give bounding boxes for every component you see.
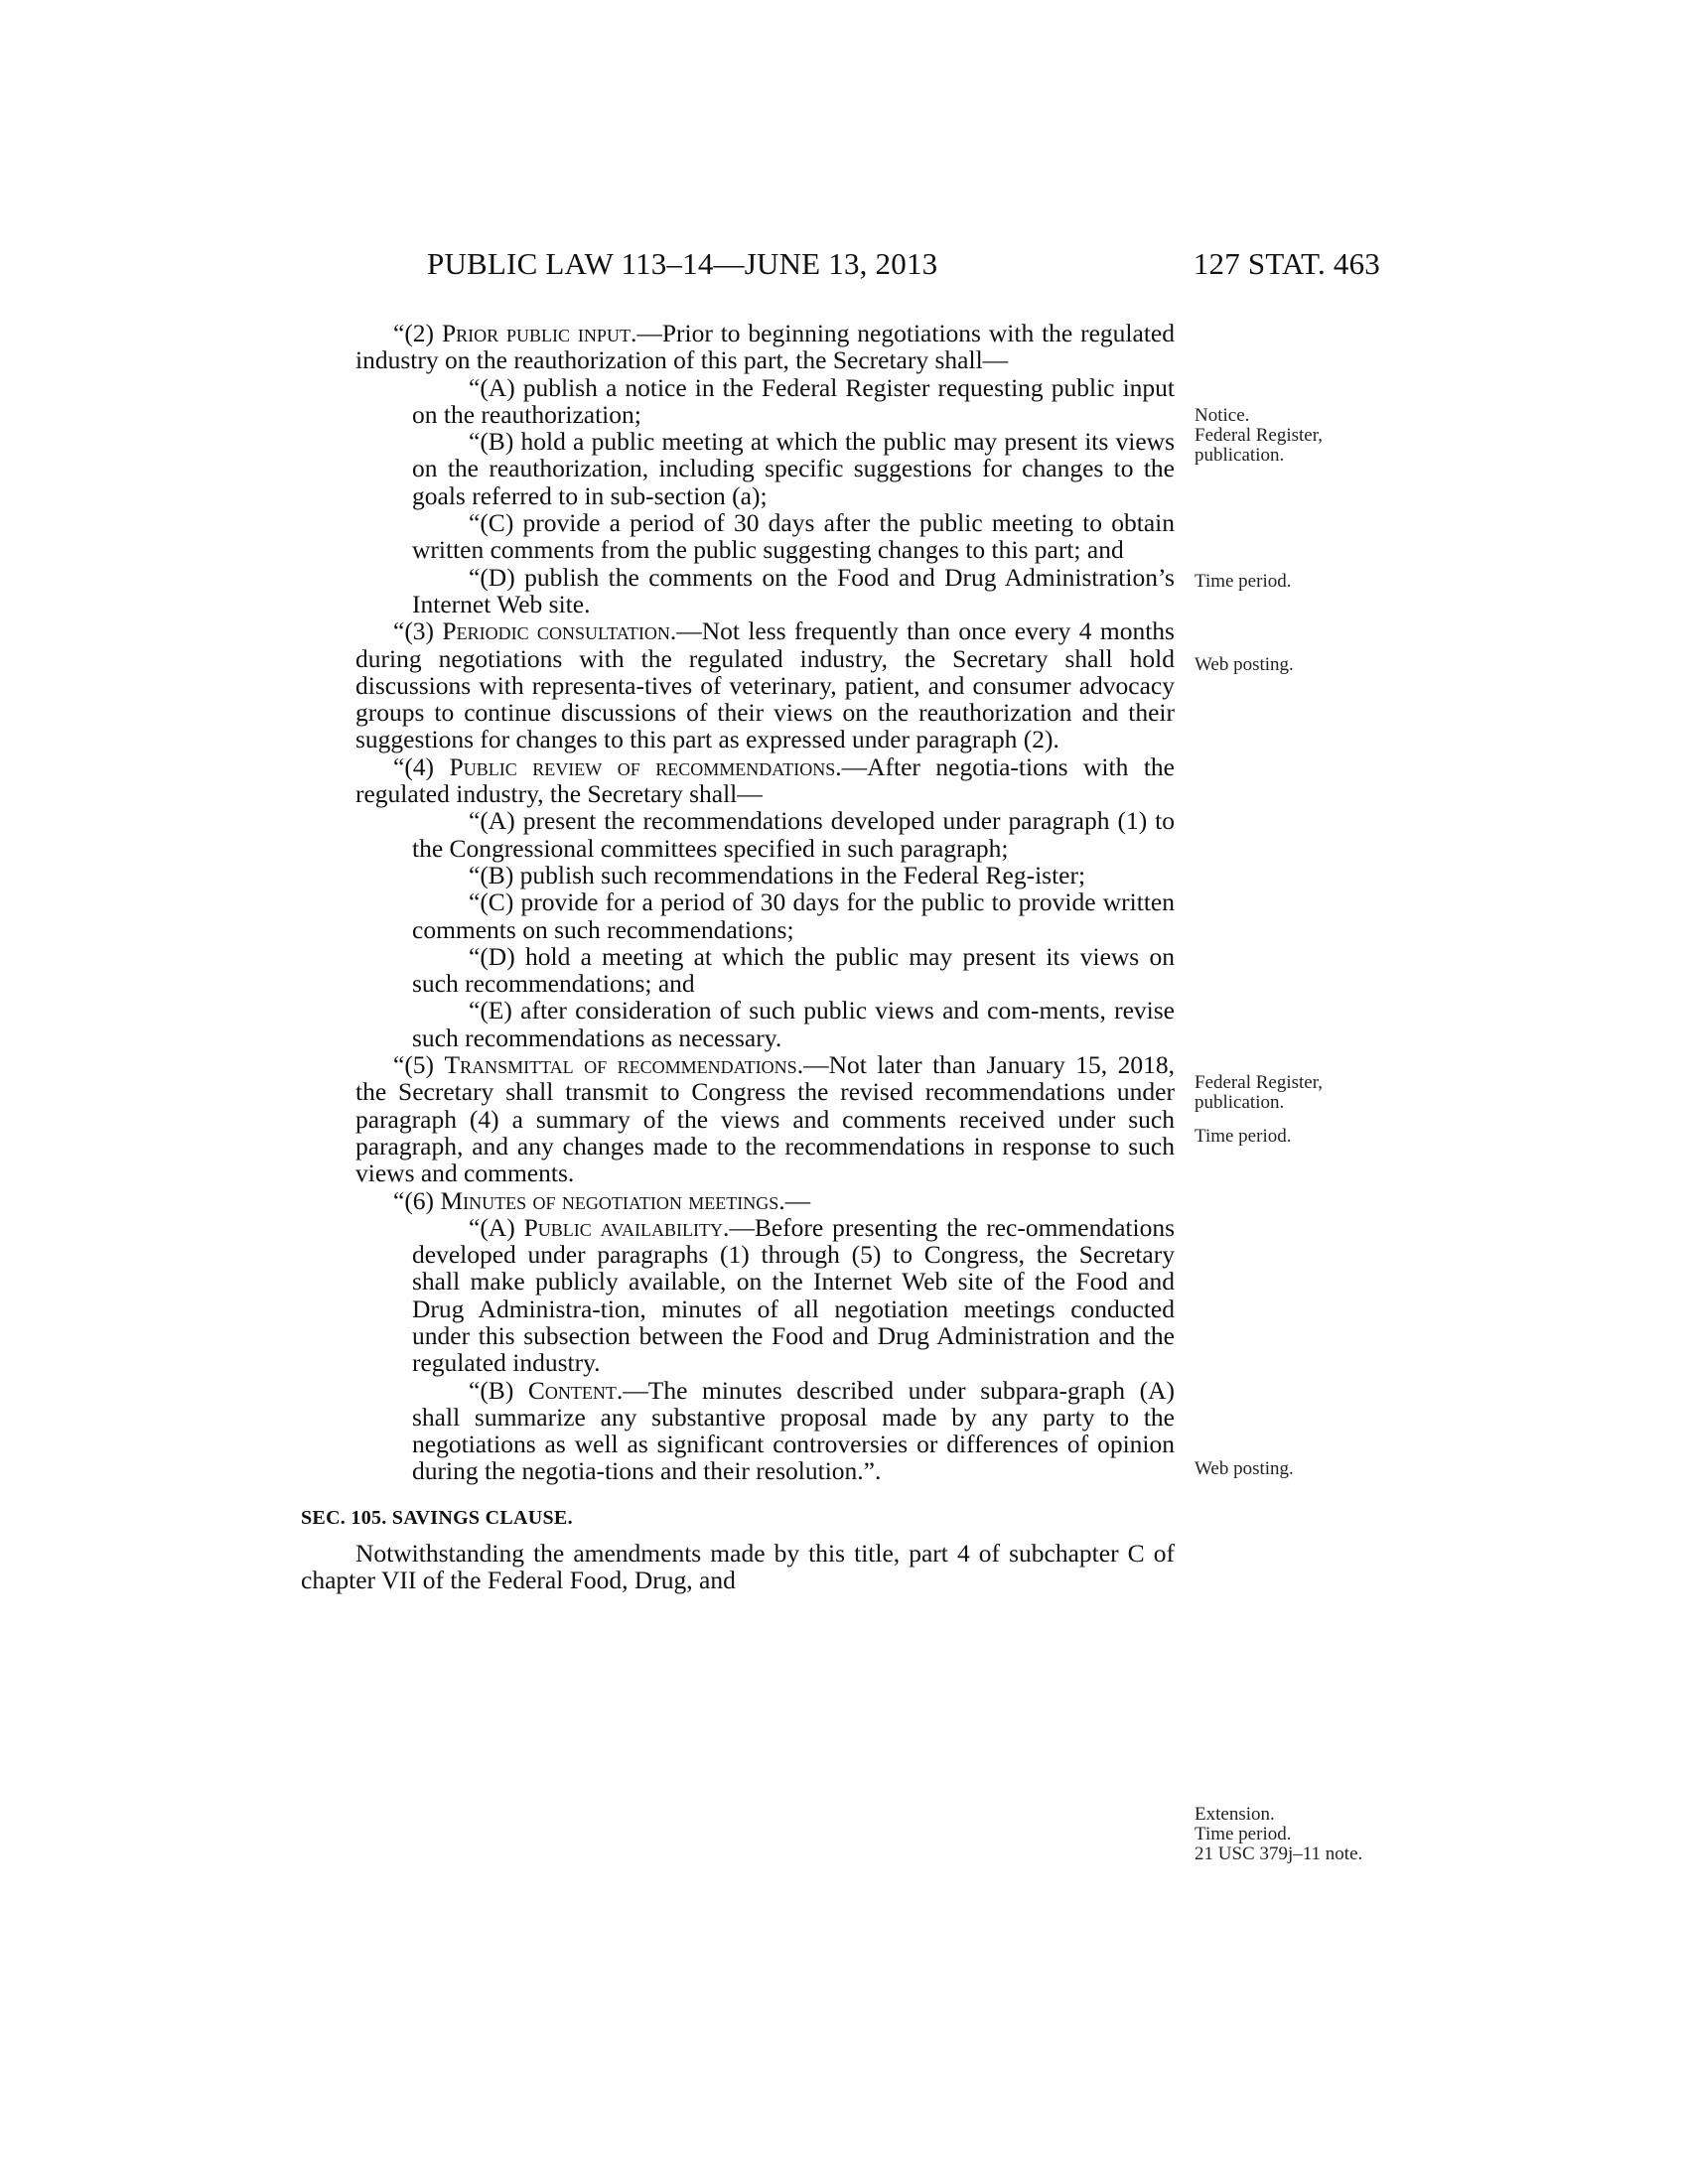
subparagraph-heading: Content <box>527 1375 617 1405</box>
sidenote-notice: Notice. Federal Register, publication. <box>1195 405 1324 466</box>
subparagraph-4d: “(D) hold a meeting at which the public may present its views on such recommendations; and <box>412 941 1175 999</box>
subparagraph-6b: “(B) Content.—The minutes described under subpara-graph (A) shall summarize any substantive proposal made by any party to the negotiations as well as significant controversies or differences of opinion during the negotia-tions and their resolution.”. <box>412 1375 1176 1486</box>
subparagraph-2d: “(D) publish the comments on the Food and Drug Administration’s Internet Web site. <box>412 562 1175 618</box>
section-105-heading: SEC. 105. SAVINGS CLAUSE. <box>301 1506 573 1529</box>
sidenote-federal-register: Federal Register, publication. <box>1195 1072 1324 1113</box>
paragraph-heading: Periodic consultation <box>442 616 670 646</box>
paragraph-6: “(6) Minutes of negotiation meetings.— <box>393 1185 811 1215</box>
subparagraph-2c: “(C) provide a period of 30 days after the public meeting to obtain written comments from the public suggesting changes to this part; and <box>412 508 1175 565</box>
paragraph-4: “(4) Public review of recommendations.—After negotia-tions with the regulated industry, the Secretary shall— <box>355 751 1175 809</box>
running-head-title: PUBLIC LAW 113–14—JUNE 13, 2013 <box>427 246 938 281</box>
subparagraph-6a: “(A) Public availability.—Before presenting the rec-ommendations developed under paragraphs (1) through (5) to Congress, the Secretary shall make publicly available, on the Internet Web site of the Food and Drug Administra-tion, minutes of all negotiation meetings conducted under this subsection between the Food and Drug Administration and the regulated industry. <box>412 1212 1175 1378</box>
sidenote-web-posting: Web posting. <box>1195 654 1294 675</box>
sidenote-time-period: Time period. <box>1195 571 1292 592</box>
sidenote-extension: Extension. Time period. 21 USC 379j–11 note. <box>1195 1804 1363 1864</box>
section-105-text: Notwithstanding the amendments made by this title, part 4 of subchapter C of chapter VII of the Federal Food, Drug, and <box>301 1539 1175 1595</box>
paragraph-3: “(3) Periodic consultation.—Not less frequently than once every 4 months during negotiations with the regulated industry, the Secretary shall hold discussions with representa-tives of veterinary, patient, and consumer advocacy groups to continue discussions of their views on the reauthorization and their suggestions for changes to this part as expressed under paragraph (2). <box>355 616 1175 754</box>
sidenote-time-period: Time period. <box>1195 1126 1292 1147</box>
page-body <box>301 319 1176 1595</box>
paragraph-heading: Transmittal of recommendations <box>444 1050 797 1080</box>
subparagraph-2a: “(A) publish a notice in the Federal Register requesting public input on the reauthorization; <box>412 372 1175 429</box>
subparagraph-2b: “(B) hold a public meeting at which the public may present its views on the reauthorization, including specific suggestions for changes to the goals referred to in sub-section (a); <box>412 427 1175 510</box>
subparagraph-4c: “(C) provide for a period of 30 days for the public to provide written comments on such recommendations; <box>412 887 1175 944</box>
subparagraph-4a: “(A) present the recommendations developed under paragraph (1) to the Congressional committees specified in such paragraph; <box>412 806 1175 863</box>
paragraph-5: “(5) Transmittal of recommendations.—Not later than January 15, 2018, the Secretary shall transmit to Congress the revised recommendations under paragraph (4) a summary of the views and comments received under such paragraph, and any changes made to the recommendations in response to such views and comments. <box>355 1050 1175 1188</box>
paragraph-2: “(2) Prior public input.—Prior to beginning negotiations with the regulated industry on the reauthorization of this part, the Secretary shall— <box>355 319 1175 375</box>
subparagraph-heading: Public availability <box>523 1212 723 1242</box>
stat-page-number: 127 STAT. 463 <box>1193 246 1380 281</box>
paragraph-heading: Prior public input <box>441 319 631 347</box>
subparagraph-4e: “(E) after consideration of such public views and com-ments, revise such recommendations as necessary. <box>412 996 1175 1052</box>
paragraph-heading: Public review of recommendations <box>449 751 836 781</box>
sidenote-web-posting: Web posting. <box>1195 1458 1294 1479</box>
subparagraph-4b: “(B) publish such recommendations in the Federal Reg-ister; <box>469 860 1086 889</box>
paragraph-heading: Minutes of negotiation meetings <box>440 1185 779 1215</box>
running-header <box>298 246 1380 290</box>
